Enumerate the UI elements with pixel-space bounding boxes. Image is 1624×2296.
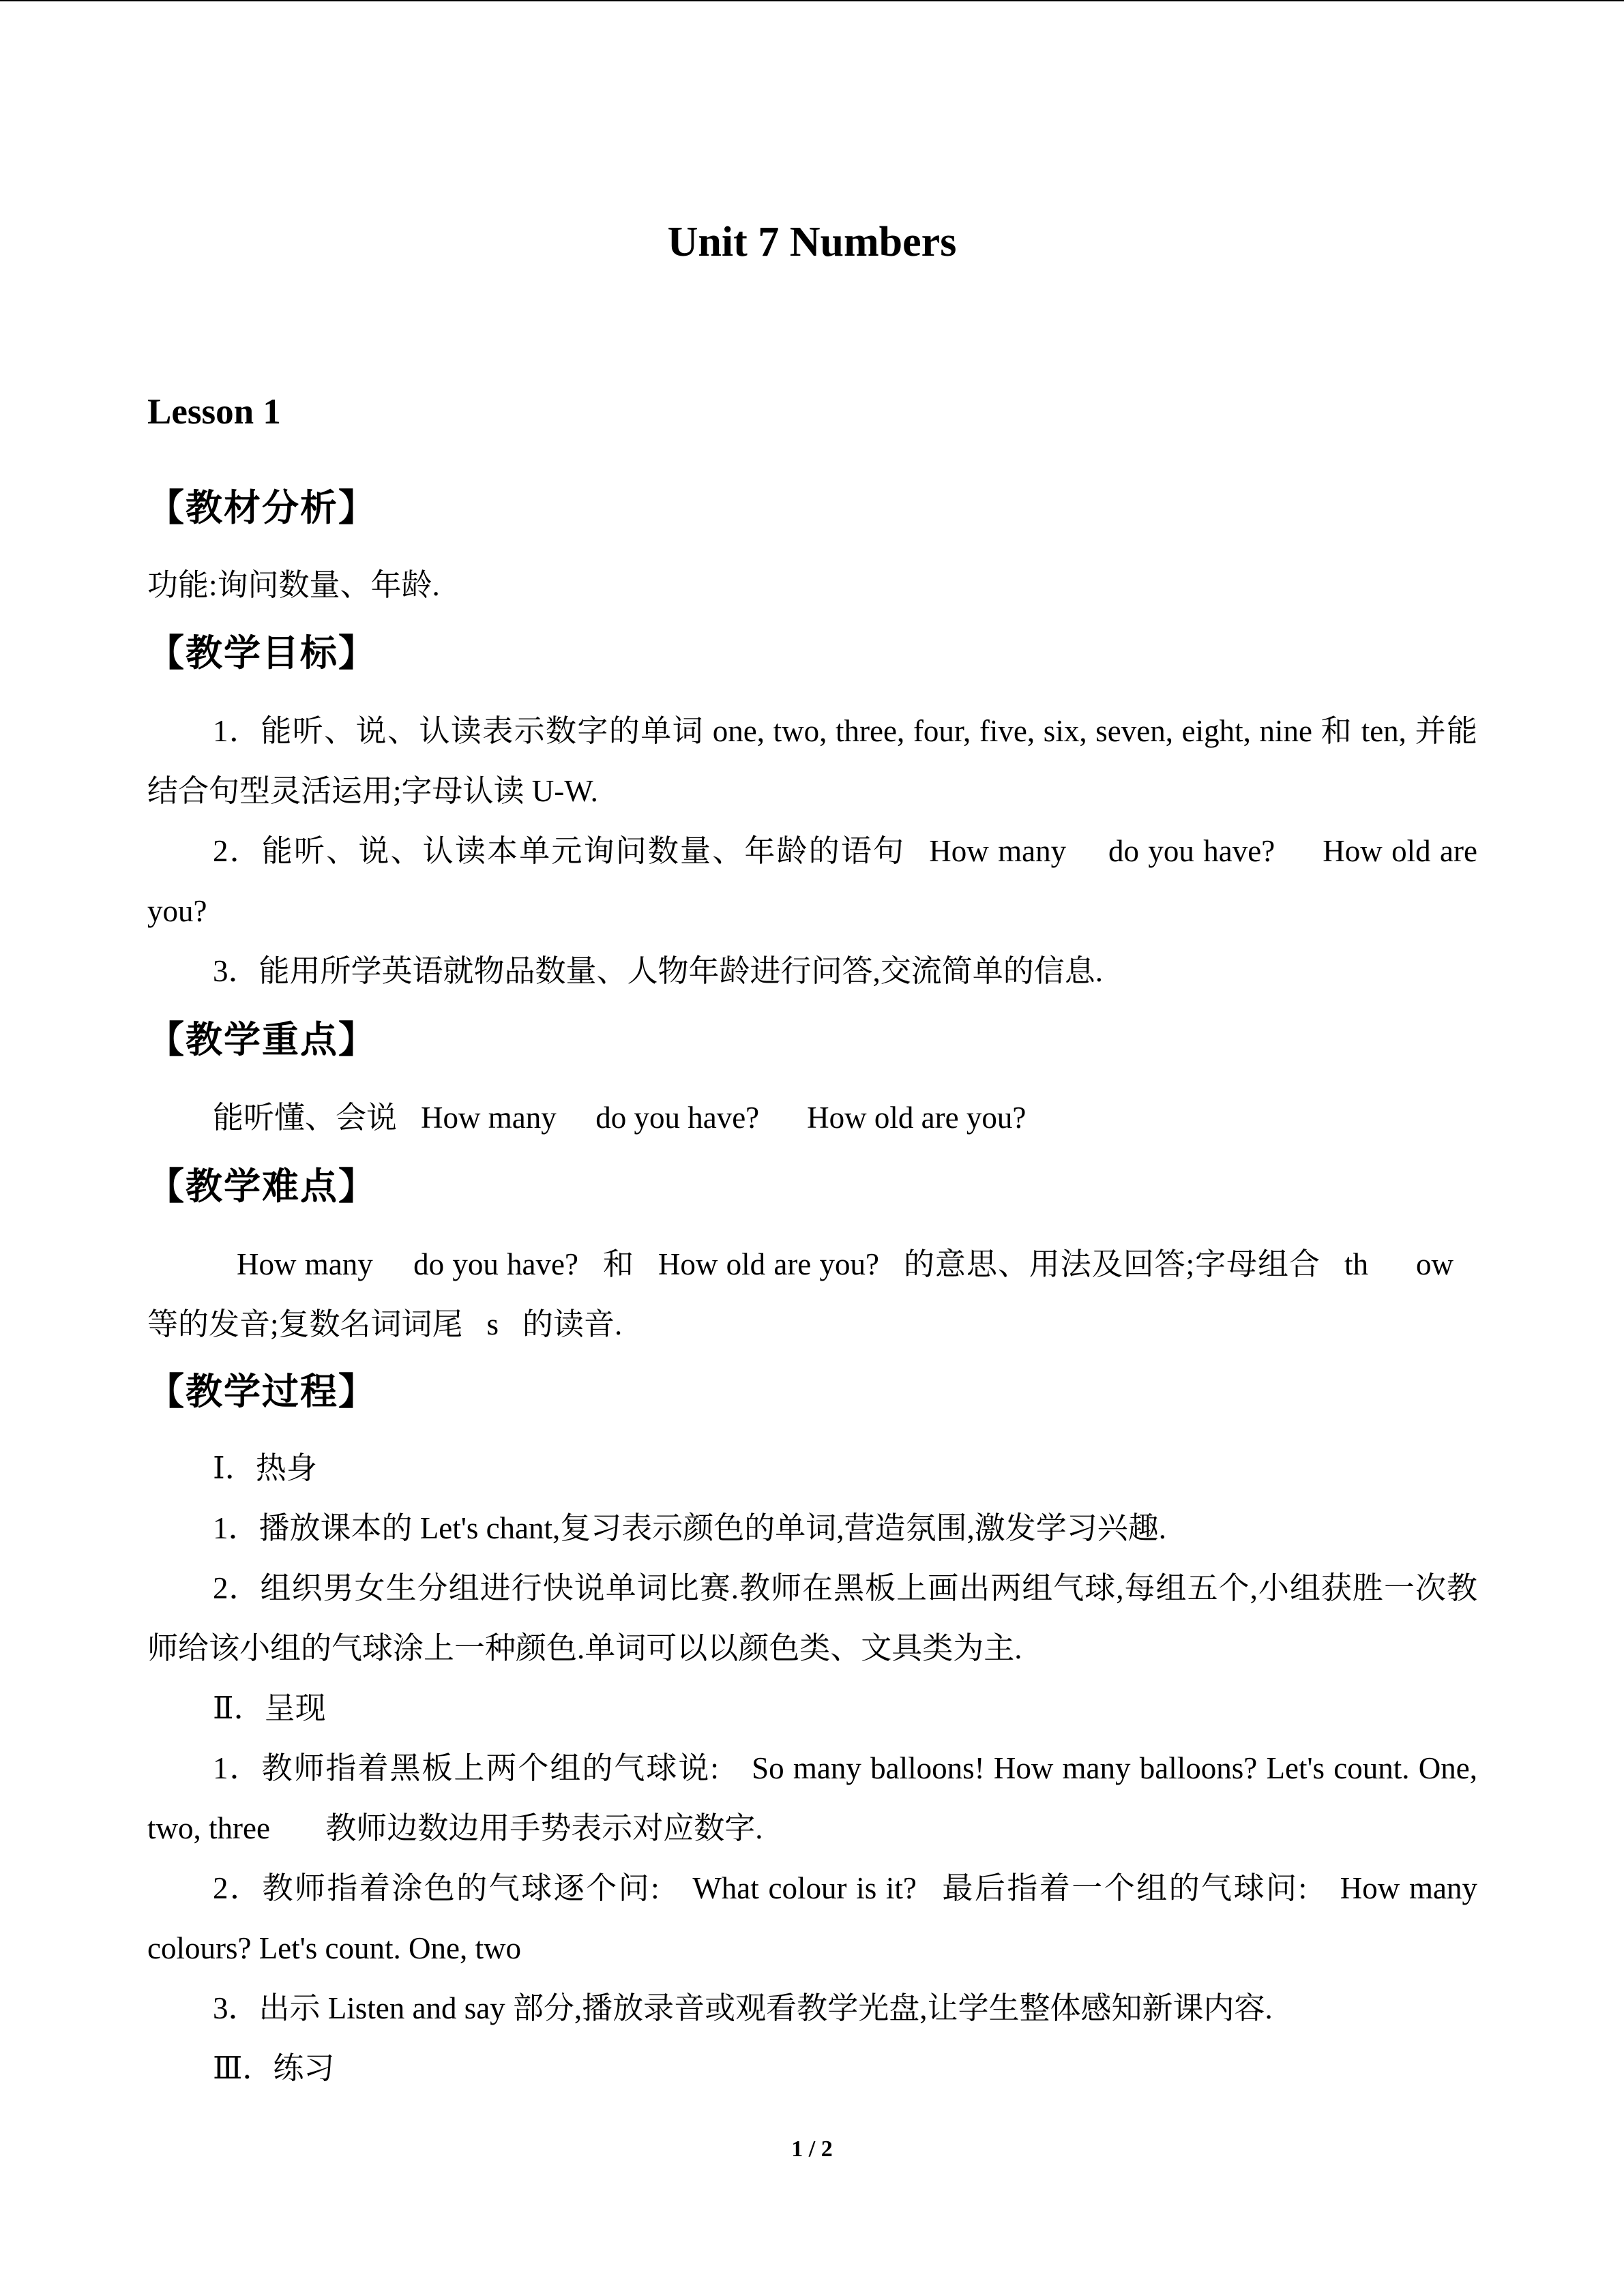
presentation-item-3: 3．出示 Listen and say 部分,播放录音或观看教学光盘,让学生整体感知新课内容.	[213, 1991, 1273, 2025]
difficulties-text: 􀰃How many 􀆺 do you have?􀰄和􀰃How old are you?􀰄的意思、用法及回答;字母组合􀰃th􀰄􀰃ow􀰄等的发音;复数名词词尾􀰃s􀰄的读音.	[147, 1247, 1477, 1341]
practice-title: Ⅲ．练习	[213, 2051, 335, 2085]
section-heading-key-points: 【教学重点】	[147, 1018, 377, 1061]
page-number: 1 / 2	[791, 2136, 833, 2162]
presentation-title: Ⅱ．呈现	[213, 1691, 326, 1725]
key-points-text: 能听懂、会说􀰃How many 􀆺 do you have?􀰄􀰃How old are you?􀰄	[213, 1101, 1050, 1135]
section-heading-goals: 【教学目标】	[147, 631, 377, 674]
section-heading-process: 【教学过程】	[147, 1370, 377, 1413]
section-heading-analysis: 【教材分析】	[147, 486, 377, 529]
analysis-text: 功能:询问数量、年龄.	[147, 568, 440, 602]
section-heading-difficulties: 【教学难点】	[147, 1165, 377, 1208]
lesson-heading: Lesson 1	[147, 392, 281, 432]
warmup-item-2: 2．组织男女生分组进行快说单词比赛.教师在黑板上画出两组气球,每组五个,小组获胜一次教师给该小组的气球涂上一种颜色.单词可以以颜色类、文具类为主.	[147, 1571, 1477, 1665]
warmup-item-1: 1．播放课本的 Let's chant,复习表示颜色的单词,营造氛围,激发学习兴趣.	[213, 1511, 1167, 1545]
goal-item-2: 2．能听、说、认读本单元询问数量、年龄的语句􀰃How many 􀆺 do you have?􀰄􀰃How old are you?􀰄	[147, 834, 1477, 928]
goal-item-3: 3．能用所学英语就物品数量、人物年龄进行问答,交流简单的信息.	[213, 954, 1104, 988]
warmup-title: Ⅰ．热身	[213, 1451, 317, 1485]
presentation-item-2: 2．教师指着涂色的气球逐个问: 􀰃What colour is it?􀰄最后指着一个组的气球问: 􀰃How many colours? Let's count. One, two 􀆺􀰄	[147, 1871, 1477, 1965]
goal-item-1: 1．能听、说、认读表示数字的单词 one, two, three, four, five, six, seven, eight, nine 和 ten, 并能结合句型灵活运用;字母认读 U-W.	[147, 714, 1477, 808]
presentation-item-1: 1．教师指着黑板上两个组的气球说: 􀰃So many balloons! How many balloons? Let's count. One, two, three 􀆺􀰄教师边数边用手势表示对应数字.	[147, 1751, 1477, 1845]
page-title: Unit 7 Numbers	[667, 219, 957, 265]
